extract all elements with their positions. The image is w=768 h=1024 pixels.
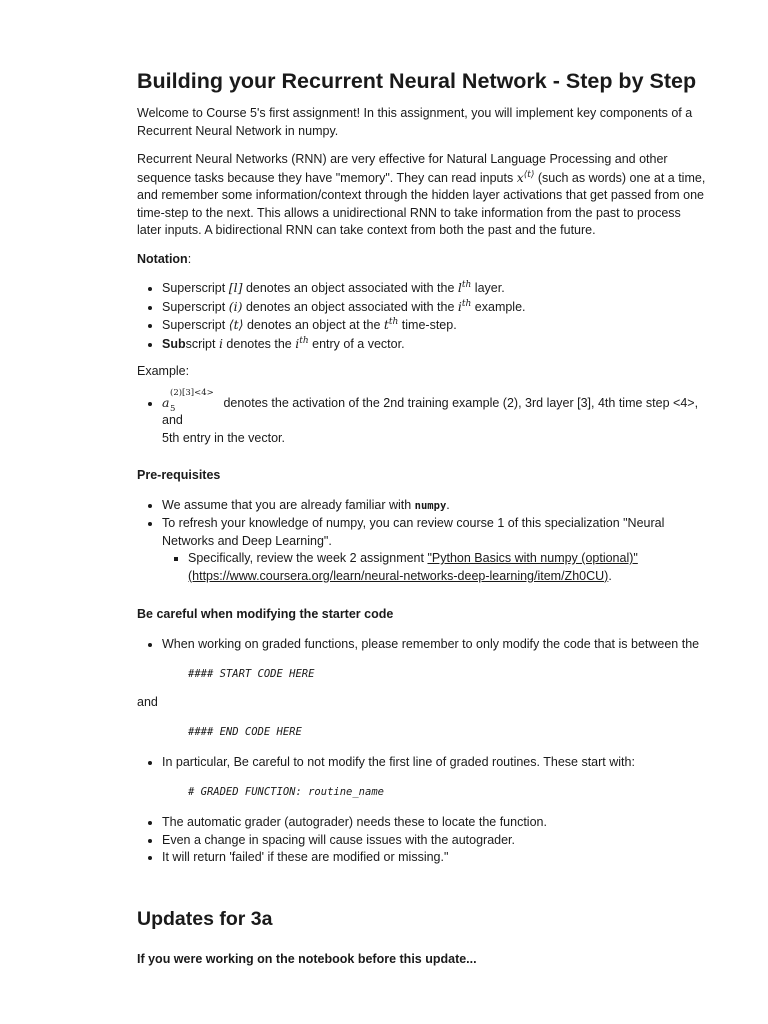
item-text: layer. <box>471 281 505 295</box>
updates-heading: Updates for 3a <box>137 907 273 930</box>
prereq-list <box>137 497 708 586</box>
list-item <box>162 335 708 354</box>
list-item <box>162 316 708 335</box>
item-text: example. <box>471 299 526 314</box>
list-item <box>162 636 708 654</box>
code-end-marker: #### END CODE HERE <box>188 725 302 738</box>
math-symbol: i <box>218 335 223 351</box>
example-label: Example: <box>137 364 190 378</box>
coursera-url-link[interactable]: (https://www.coursera.org/learn/neural-networks-deep-learning/item/Zh0CU) <box>188 568 609 583</box>
notation-heading <box>137 251 708 269</box>
section-subheading: If you were working on the notebook before this update... <box>137 951 477 966</box>
careful-list-3 <box>137 814 708 867</box>
careful-heading <box>137 606 708 624</box>
notation-colon: : <box>187 251 192 266</box>
list-item: • The automatic grader (autograder) needs these to locate the function. <box>162 814 708 832</box>
intro-paragraph: Welcome to Course 5's first assignment! In this assignment, you will implement key components of a Recurrent Neural Network in numpy. <box>137 106 693 138</box>
rnn-text-before: Recurrent Neural Networks (RNN) are very effective for Natural Language Processing and other sequence tasks because they have "memory". They can read inputs <box>137 152 668 185</box>
item-text: Specifically, review the week 2 assignment <box>188 551 428 565</box>
item-text: denotes an object associated with the <box>242 281 458 295</box>
item-text: denotes an object at the <box>243 318 384 332</box>
careful-list-2 <box>137 754 708 772</box>
item-text: . <box>446 497 450 512</box>
list-item: • It will return 'failed' if these are modified or missing." <box>162 849 708 867</box>
item-text: Superscript <box>162 299 229 314</box>
item-text: Superscript <box>162 318 229 332</box>
code-graded-function: # GRADED FUNCTION: routine_name <box>188 786 384 798</box>
example-text: 5th entry in the vector. <box>162 430 285 445</box>
prereq-sublist <box>162 550 708 585</box>
and-text: and <box>137 695 158 709</box>
rnn-text-after: (such as words) one at a time, and remember some information/context through the hidden layer activations that get passed from one time-step to the next. This allows a unidirectional RNN to take information from the past to process later inputs. A bidirectional RNN can take context from both the past and the future. <box>137 170 706 237</box>
example-text: denotes the activation of the 2nd training example (2), 3rd layer [3], 4th time step <4>, and <box>162 395 699 427</box>
item-text: script <box>185 336 219 351</box>
math-sup: th <box>388 316 399 327</box>
list-item <box>162 279 708 298</box>
input-symbol-sup: ⟨t⟩ <box>523 169 535 180</box>
updates-subheading <box>137 951 708 969</box>
input-symbol: x <box>516 169 524 185</box>
section-heading: Pre-requisites <box>137 468 221 482</box>
example-symbol <box>162 387 214 414</box>
item-text: To refresh your knowledge of numpy, you can review course 1 of this specialization "Neural Networks and Deep Learning". <box>162 516 665 548</box>
list-item <box>162 298 708 317</box>
math-sup: th <box>461 279 472 290</box>
rnn-paragraph <box>137 151 708 240</box>
math-symbol: l <box>457 280 462 295</box>
list-item: • Even a change in spacing will cause issues with the autograder. <box>162 832 708 850</box>
list-item <box>188 550 708 585</box>
item-text: time-step. <box>398 318 457 332</box>
list-item <box>162 754 708 772</box>
item-text-bold: Sub <box>162 336 186 351</box>
item-text: In particular, Be careful to not modify the first line of graded routines. These start with: <box>162 754 635 769</box>
math-sup: (2)[3]<4> <box>170 387 214 398</box>
math-symbol: (i) <box>228 298 243 314</box>
code-keyword: numpy <box>414 499 447 512</box>
item-text: We assume that you are already familiar with <box>162 497 415 512</box>
item-text: denotes the <box>222 336 296 351</box>
prereq-heading <box>137 467 708 485</box>
code-start-marker: #### START CODE HERE <box>188 668 315 680</box>
math-symbol: [l] <box>228 280 243 295</box>
list-item <box>162 387 708 448</box>
section-heading: Be careful when modifying the starter code <box>137 607 394 621</box>
item-text: entry of a vector. <box>308 336 405 351</box>
math-symbol: t <box>383 317 389 332</box>
item-text: . <box>608 568 612 583</box>
list-item <box>162 497 708 516</box>
math-symbol: ⟨t⟩ <box>228 317 244 332</box>
careful-list <box>137 636 708 654</box>
example-list <box>137 387 708 448</box>
notation-list <box>137 279 708 353</box>
math-symbol: i <box>295 335 300 351</box>
page-title: Building your Recurrent Neural Network - Step by Step <box>137 69 697 93</box>
math-sub: 5 <box>170 403 176 414</box>
notation-label: Notation <box>137 251 188 266</box>
list-item <box>162 515 708 585</box>
item-text: When working on graded functions, please remember to only modify the code that is between the <box>162 636 700 651</box>
math-sup: th <box>299 335 309 346</box>
math-symbol: i <box>457 298 462 314</box>
item-text: Superscript <box>162 281 229 295</box>
numpy-basics-link[interactable]: "Python Basics with numpy (optional)" <box>427 551 638 565</box>
math-sup: th <box>461 298 472 309</box>
item-text: denotes an object associated with the <box>242 299 458 314</box>
math-symbol: a <box>162 394 170 410</box>
